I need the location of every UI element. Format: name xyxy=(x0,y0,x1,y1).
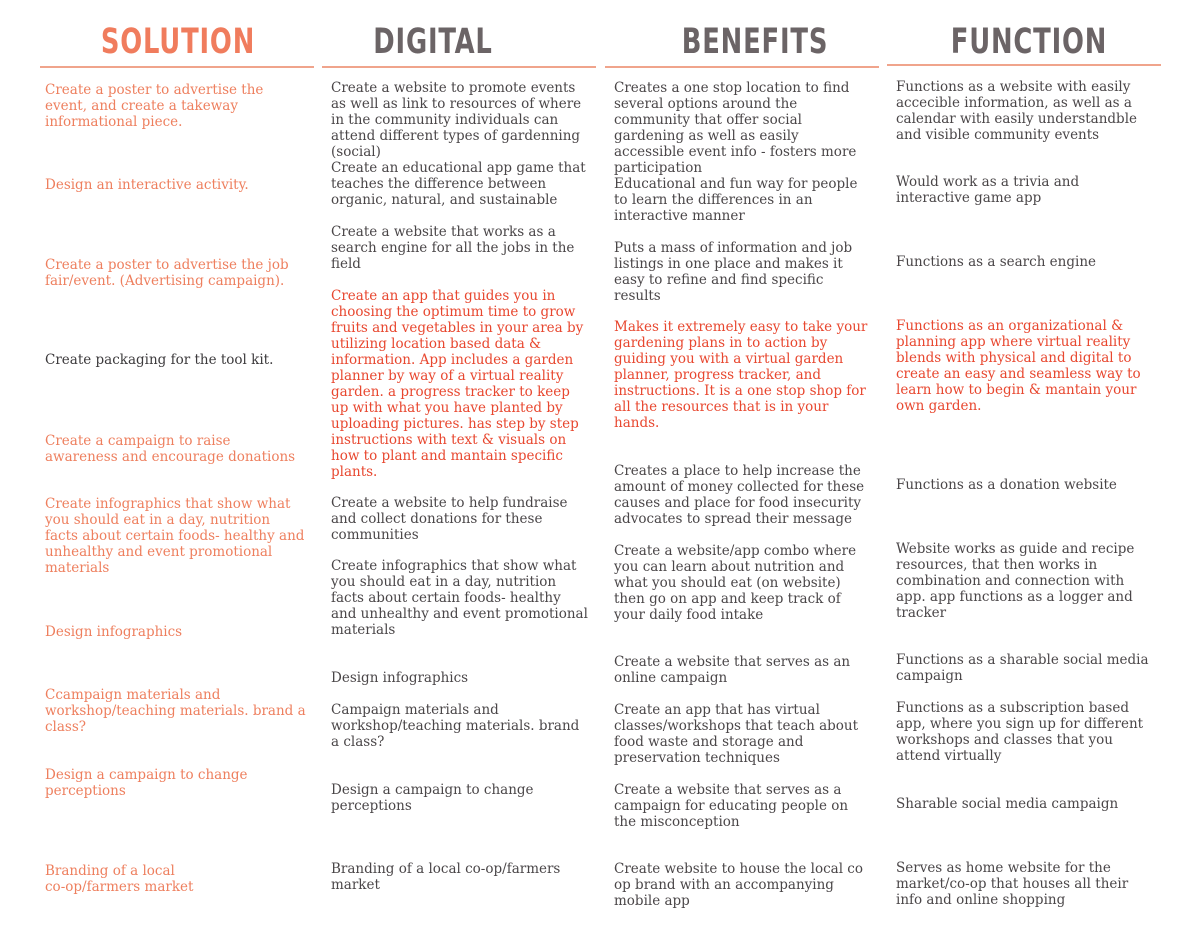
benefits-item-3: Puts a mass of information and job listings in one place and makes it easy to refine and find specific results xyxy=(614,240,853,304)
solution-item-6: Create infographics that show what you should eat in a day, nutrition facts about certain foods- healthy and unhealthy and event promotional materials xyxy=(45,496,305,576)
benefits-item-1: Creates a one stop location to find several options around the community that offer social gardening as well as easily accessible event info - fosters more participation xyxy=(614,80,857,176)
digital-item-1: Create a website to promote events as well as link to resources of where in the community individuals can attend different types of gardenning (social) xyxy=(331,80,582,160)
solution-heading: SOLUTION xyxy=(100,22,256,62)
solution-item-4: Create packaging for the tool kit. xyxy=(45,352,274,368)
solution-item-5: Create a campaign to raise awareness and encourage donations xyxy=(45,433,296,465)
function-box xyxy=(887,64,1161,66)
solution-item-3: Create a poster to advertise the job fair/event. (Advertising campaign). xyxy=(45,257,289,289)
digital-item-4: Create an app that guides you in choosing the optimum time to grow fruits and vegetables in your area by utilizing location based data & information. App includes a garden planner by way of a virtual reality garden. a progress tracker to keep up with what you have planted by uploading pictures. has step by step instructions with text & visuals on how to plant and mantain specific plants. xyxy=(331,288,584,480)
benefits-item-9: Create a website that serves as a campaign for educating people on the misconception xyxy=(614,782,849,830)
digital-item-9: Design a campaign to change perceptions xyxy=(331,782,534,814)
benefits-item-4: Makes it extremely easy to take your gardening plans in to action by guiding you with a virtual garden planner, progress tracker, and instructions. It is a one stop shop for all the resources that is in your hands. xyxy=(614,319,868,431)
benefits-box xyxy=(605,66,879,68)
function-item-7: Functions as a sharable social media campaign xyxy=(896,652,1149,684)
function-item-9: Sharable social media campaign xyxy=(896,796,1119,812)
benefits-item-2: Educational and fun way for people to learn the differences in an interactive manner xyxy=(614,176,858,224)
digital-item-6: Create infographics that show what you should eat in a day, nutrition facts about certain foods- healthy and unhealthy and event promotional materials xyxy=(331,558,588,638)
solution-item-7: Design infographics xyxy=(45,624,183,640)
digital-heading: DIGITAL xyxy=(373,22,493,62)
function-item-5: Functions as a donation website xyxy=(896,477,1117,493)
solution-box xyxy=(40,66,314,68)
benefits-item-6: Create a website/app combo where you can learn about nutrition and what you should eat (on website) then go on app and keep track of your daily food intake xyxy=(614,543,857,623)
function-item-4: Functions as an organizational & planning app where virtual reality blends with physical and digital to create an easy and seamless way to learn how to begin & mantain your own garden. xyxy=(896,318,1141,414)
function-heading: FUNCTION xyxy=(950,22,1108,62)
benefits-item-10: Create website to house the local co op brand with an accompanying mobile app xyxy=(614,861,863,909)
function-item-1: Functions as a website with easily accecible information, as well as a calendar with easily understandble and visible community events xyxy=(896,79,1138,143)
benefits-item-7: Create a website that serves as an online campaign xyxy=(614,654,851,686)
digital-item-8: Campaign materials and workshop/teaching materials. brand a class? xyxy=(331,702,580,750)
solution-item-1: Create a poster to advertise the event, and create a takeway informational piece. xyxy=(45,82,264,130)
function-item-3: Functions as a search engine xyxy=(896,254,1097,270)
digital-item-7: Design infographics xyxy=(331,670,469,686)
digital-box xyxy=(322,66,596,68)
digital-item-5: Create a website to help fundraise and collect donations for these communities xyxy=(331,495,568,543)
function-item-8: Functions as a subscription based app, where you sign up for different workshops and classes that you attend virtually xyxy=(896,700,1144,764)
benefits-item-5: Creates a place to help increase the amount of money collected for these causes and place for food insecurity advocates to spread their message xyxy=(614,463,865,527)
digital-item-3: Create a website that works as a search engine for all the jobs in the field xyxy=(331,224,575,272)
benefits-item-8: Create an app that has virtual classes/workshops that teach about food waste and storage and preservation techniques xyxy=(614,702,859,766)
solution-item-2: Design an interactive activity. xyxy=(45,177,249,193)
function-item-2: Would work as a trivia and interactive game app xyxy=(896,174,1080,206)
digital-item-2: Create an educational app game that teaches the difference between organic, natural, and sustainable xyxy=(331,160,586,208)
solution-item-10: Branding of a local co-op/farmers market xyxy=(45,863,194,895)
solution-item-8: Ccampaign materials and workshop/teaching materials. brand a class? xyxy=(45,687,306,735)
function-item-6: Website works as guide and recipe resources, that then works in combination and connection with app. app functions as a logger and tracker xyxy=(896,541,1135,621)
solution-item-9: Design a campaign to change perceptions xyxy=(45,767,248,799)
function-item-10: Serves as home website for the market/co-op that houses all their info and online shopping xyxy=(896,860,1129,908)
benefits-heading: BENEFITS xyxy=(681,22,829,62)
digital-item-10: Branding of a local co-op/farmers market xyxy=(331,861,561,893)
